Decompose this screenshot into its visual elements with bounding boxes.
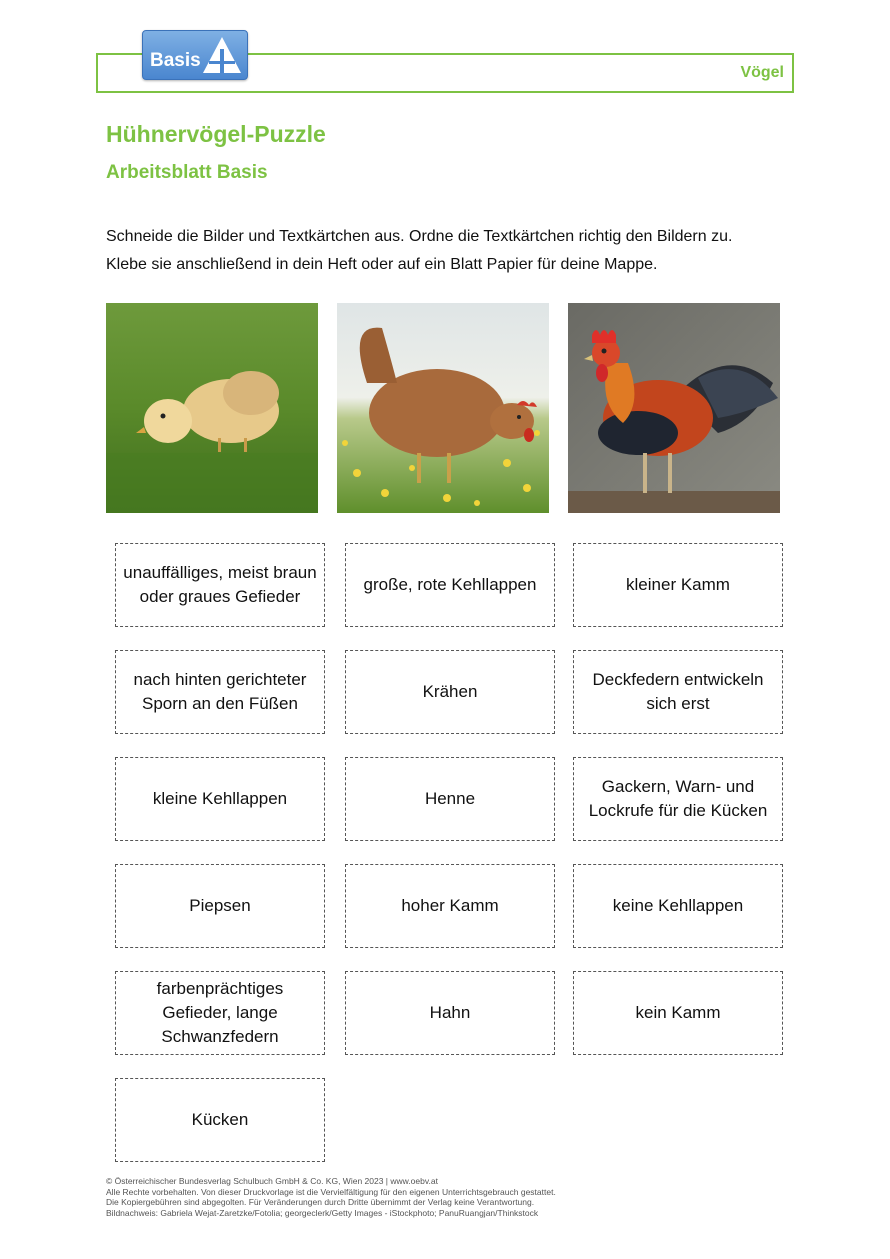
- header-rule: [96, 53, 142, 55]
- text-card: hoher Kamm: [345, 864, 555, 948]
- triangle-logo-icon: [201, 35, 243, 75]
- text-card: kein Kamm: [573, 971, 783, 1055]
- header-rule: [96, 91, 794, 93]
- header-rule: [248, 53, 794, 55]
- rooster-photo: [568, 303, 780, 513]
- hen-photo: [337, 303, 549, 513]
- instruction-line: Schneide die Bilder und Textkärtchen aus. Ordne die Textkärtchen richtig den Bildern zu.: [106, 228, 733, 245]
- text-card: große, rote Kehllappen: [345, 543, 555, 627]
- header-rule: [96, 53, 98, 93]
- text-card: kleine Kehllappen: [115, 757, 325, 841]
- instruction-line: Klebe sie anschließend in dein Heft oder auf ein Blatt Papier für deine Mappe.: [106, 256, 658, 273]
- page-subtitle: Arbeitsblatt Basis: [106, 162, 268, 183]
- chick-photo: [106, 303, 318, 513]
- text-card: farbenprächtiges Gefieder, lange Schwanzfedern: [115, 971, 325, 1055]
- text-card: Hahn: [345, 971, 555, 1055]
- text-card: Deckfedern entwickeln sich erst: [573, 650, 783, 734]
- page-title: Hühnervögel-Puzzle: [106, 121, 326, 147]
- text-card: Piepsen: [115, 864, 325, 948]
- text-card: kleiner Kamm: [573, 543, 783, 627]
- basis-logo: [142, 30, 248, 80]
- text-card: Kücken: [115, 1078, 325, 1162]
- footer: [106, 1176, 786, 1218]
- footer-line: © Österreichischer Bundesverlag Schulbuch GmbH & Co. KG, Wien 2023 | www.oebv.at: [106, 1176, 438, 1186]
- text-card: Henne: [345, 757, 555, 841]
- text-card: unauffälliges, meist braun oder graues Gefieder: [115, 543, 325, 627]
- text-card: Gackern, Warn- und Lockrufe für die Kücken: [573, 757, 783, 841]
- text-card: keine Kehllappen: [573, 864, 783, 948]
- topic-label: Vögel: [740, 64, 784, 81]
- header-rule: [792, 53, 794, 93]
- text-card: nach hinten gerichteter Sporn an den Füßen: [115, 650, 325, 734]
- footer-line: Alle Rechte vorbehalten. Von dieser Druckvorlage ist die Vervielfältigung für den eigenen Unterrichtsgebrauch gestattet.: [106, 1186, 556, 1197]
- logo-text: Basis: [150, 50, 201, 71]
- text-card: Krähen: [345, 650, 555, 734]
- footer-line: Bildnachweis: Gabriela Wejat-Zaretzke/Fotolia; georgeclerk/Getty Images - iStockphoto; PanuRuangjan/Thinkstock: [106, 1207, 539, 1218]
- footer-line: Die Kopiergebühren sind abgegolten. Für Veränderungen durch Dritte übernimmt der Verlag keine Verantwortung.: [106, 1197, 535, 1207]
